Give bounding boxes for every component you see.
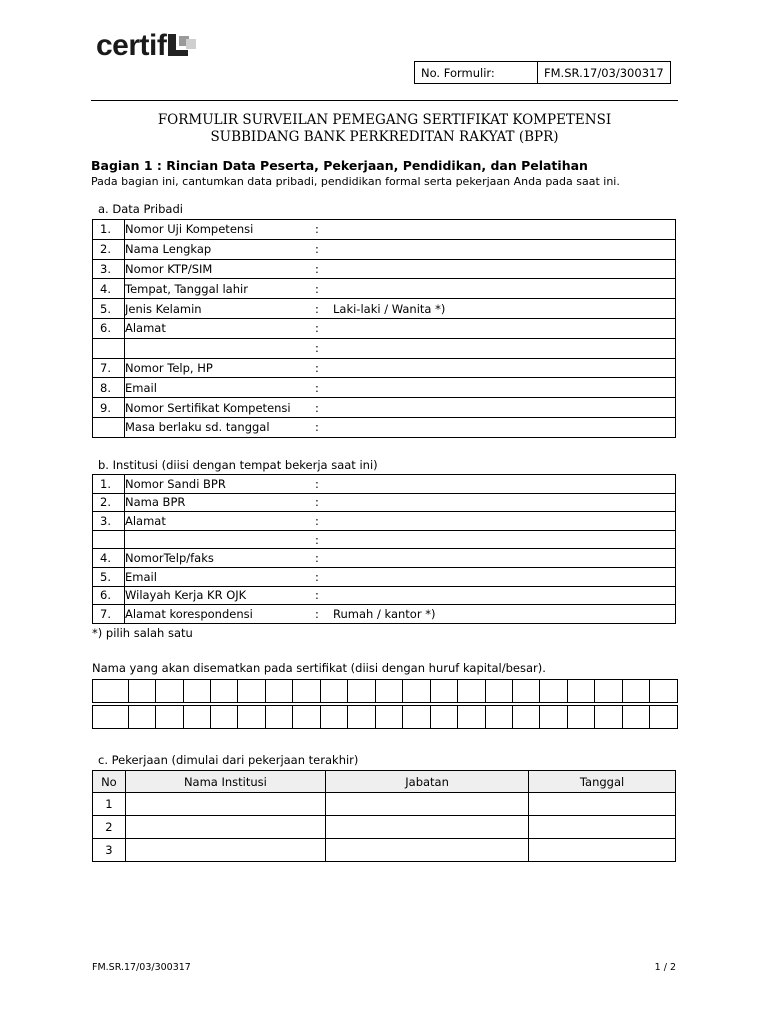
row-label: NomorTelp/faks [125,549,316,568]
row-number: 3 [93,839,126,862]
row-number: 6. [93,318,125,338]
data-pribadi-table [92,219,676,438]
row-number: 1 [93,793,126,816]
row-value[interactable] [333,259,676,279]
row-number: 5. [93,299,125,319]
form-number-box [414,61,671,84]
form-title-line2: SUBBIDANG BANK PERKREDITAN RAKYAT (BPR) [210,129,559,145]
row-colon: : [315,398,333,418]
row-value[interactable] [333,586,676,605]
row-number: 5. [93,567,125,586]
row-label: Alamat korespondensi [125,605,316,624]
row-value[interactable] [333,279,676,299]
cell-tanggal[interactable] [529,839,676,862]
letter-box[interactable] [211,706,238,729]
row-label [125,338,316,358]
column-header: Tanggal [529,771,676,793]
section1-title: Bagian 1 : Rincian Data Peserta, Pekerjaan, Pendidikan, dan Pelatihan [91,158,588,173]
column-header: Jabatan [326,771,529,793]
letter-box[interactable] [293,706,320,729]
row-value[interactable] [333,549,676,568]
letter-box[interactable] [128,680,155,703]
letter-box[interactable] [403,706,430,729]
form-row [93,475,676,494]
row-number: 2. [93,239,125,259]
row-number: 8. [93,378,125,398]
row-label [125,530,316,549]
row-label: Nomor Sandi BPR [125,475,316,494]
institusi-table [92,474,676,624]
letter-box[interactable] [403,680,430,703]
cell-jabatan[interactable] [326,793,529,816]
certif-logo [96,28,198,62]
pekerjaan-heading: c. Pekerjaan (dimulai dari pekerjaan terakhir) [98,753,359,767]
row-label: Nomor Telp, HP [125,358,316,378]
row-colon: : [315,549,333,568]
letter-box[interactable] [540,706,567,729]
form-row [93,605,676,624]
row-label: Nama BPR [125,493,316,512]
letter-box[interactable] [458,680,485,703]
form-row [93,338,676,358]
row-colon: : [315,530,333,549]
letter-box[interactable] [430,680,457,703]
row-label: Nama Lengkap [125,239,316,259]
letter-box[interactable] [93,680,129,703]
letter-box-row [93,680,678,703]
column-header: Nama Institusi [125,771,325,793]
row-colon: : [315,378,333,398]
table-row [93,839,676,862]
row-value[interactable] [333,417,676,437]
row-colon: : [315,567,333,586]
letter-box[interactable] [265,706,292,729]
row-colon: : [315,239,333,259]
footer-form-code: FM.SR.17/03/300317 [92,962,191,973]
row-number: 3. [93,512,125,531]
row-value[interactable] [333,358,676,378]
row-value[interactable]: Rumah / kantor *) [333,605,676,624]
table-row [93,816,676,839]
row-label: Tempat, Tanggal lahir [125,279,316,299]
row-value[interactable]: Laki-laki / Wanita *) [333,299,676,319]
form-row [93,549,676,568]
institusi-heading: b. Institusi (diisi dengan tempat bekerja saat ini) [98,458,378,472]
row-label: Wilayah Kerja KR OJK [125,586,316,605]
form-row [93,530,676,549]
row-value[interactable] [333,220,676,240]
row-label: Nomor Sertifikat Kompetensi [125,398,316,418]
row-value[interactable] [333,493,676,512]
letter-box[interactable] [595,706,622,729]
logo-text: certif [96,29,167,62]
row-value[interactable] [333,318,676,338]
row-value[interactable] [333,512,676,531]
letter-box[interactable] [512,680,539,703]
row-number: 4. [93,549,125,568]
row-number: 7. [93,358,125,378]
letter-box[interactable] [567,680,594,703]
row-colon: : [315,279,333,299]
row-colon: : [315,358,333,378]
letter-box[interactable] [375,680,402,703]
row-value[interactable] [333,567,676,586]
row-colon: : [315,259,333,279]
form-row [93,378,676,398]
letter-box[interactable] [320,706,347,729]
row-number: 6. [93,586,125,605]
row-number [93,338,125,358]
row-colon: : [315,493,333,512]
row-number: 2. [93,493,125,512]
form-number-label: No. Formulir: [415,62,538,84]
row-number: 1. [93,475,125,494]
letter-box[interactable] [238,680,265,703]
form-row [93,318,676,338]
row-colon: : [315,299,333,319]
letter-box[interactable] [458,706,485,729]
letter-box[interactable] [567,706,594,729]
row-number [93,530,125,549]
header-divider [91,100,678,101]
form-title-line1: FORMULIR SURVEILAN PEMEGANG SERTIFIKAT KOMPETENSI [157,112,612,128]
letter-box[interactable] [595,680,622,703]
letter-box[interactable] [512,706,539,729]
row-colon: : [315,338,333,358]
letter-box[interactable] [622,706,649,729]
cell-jabatan[interactable] [326,816,529,839]
form-row [93,567,676,586]
form-row [93,417,676,437]
institusi-note: *) pilih salah satu [92,626,193,640]
cell-institusi[interactable] [125,816,325,839]
row-colon: : [315,318,333,338]
row-value[interactable] [333,338,676,358]
row-value[interactable] [333,239,676,259]
letter-box[interactable] [375,706,402,729]
row-label: Nomor KTP/SIM [125,259,316,279]
row-label: Email [125,567,316,586]
row-number: 3. [93,259,125,279]
form-row [93,358,676,378]
footer-page-number: 1 / 2 [654,962,676,973]
letter-box[interactable] [650,680,678,703]
row-value[interactable] [333,398,676,418]
letter-box[interactable] [293,680,320,703]
letter-box[interactable] [183,706,210,729]
row-number [93,417,125,437]
row-number: 4. [93,279,125,299]
logo-mark-icon [168,34,198,58]
form-number-value: FM.SR.17/03/300317 [538,62,671,84]
row-colon: : [315,586,333,605]
letter-box[interactable] [348,680,375,703]
form-row [93,279,676,299]
row-colon: : [315,512,333,531]
row-number: 1. [93,220,125,240]
cell-institusi[interactable] [125,793,325,816]
letter-box[interactable] [540,680,567,703]
letter-box[interactable] [128,706,155,729]
pekerjaan-header-row [93,771,676,793]
letter-box[interactable] [265,680,292,703]
form-row [93,259,676,279]
letter-box[interactable] [650,706,678,729]
row-value[interactable] [333,530,676,549]
cell-tanggal[interactable] [529,816,676,839]
row-label: Alamat [125,512,316,531]
row-label: Jenis Kelamin [125,299,316,319]
column-header: No [93,771,126,793]
row-label: Email [125,378,316,398]
pekerjaan-table [92,770,676,862]
letter-box[interactable] [183,680,210,703]
row-label: Masa berlaku sd. tanggal [125,417,316,437]
letter-box[interactable] [348,706,375,729]
form-row [93,299,676,319]
row-number: 7. [93,605,125,624]
letter-box[interactable] [156,706,183,729]
data-pribadi-heading: a. Data Pribadi [98,202,183,216]
certificate-name-boxes [92,679,678,729]
form-row [93,239,676,259]
letter-box[interactable] [320,680,347,703]
table-row [93,793,676,816]
letter-box[interactable] [430,706,457,729]
cell-jabatan[interactable] [326,839,529,862]
row-colon: : [315,220,333,240]
row-colon: : [315,417,333,437]
row-number: 2 [93,816,126,839]
row-colon: : [315,605,333,624]
letter-box[interactable] [485,706,512,729]
letter-box[interactable] [622,680,649,703]
section1-description: Pada bagian ini, cantumkan data pribadi, pendidikan formal serta pekerjaan Anda pada saat ini. [91,175,620,188]
form-row [93,398,676,418]
cell-tanggal[interactable] [529,793,676,816]
form-row [93,493,676,512]
row-value[interactable] [333,475,676,494]
form-row [93,512,676,531]
form-row [93,586,676,605]
row-colon: : [315,475,333,494]
letter-box[interactable] [211,680,238,703]
cell-institusi[interactable] [125,839,325,862]
letter-box[interactable] [93,706,129,729]
letter-box-row [93,706,678,729]
letter-box[interactable] [156,680,183,703]
form-row [93,220,676,240]
certificate-name-label: Nama yang akan disematkan pada sertifikat (diisi dengan huruf kapital/besar). [92,661,546,675]
row-number: 9. [93,398,125,418]
row-value[interactable] [333,378,676,398]
letter-box[interactable] [485,680,512,703]
row-label: Alamat [125,318,316,338]
letter-box[interactable] [238,706,265,729]
row-label: Nomor Uji Kompetensi [125,220,316,240]
